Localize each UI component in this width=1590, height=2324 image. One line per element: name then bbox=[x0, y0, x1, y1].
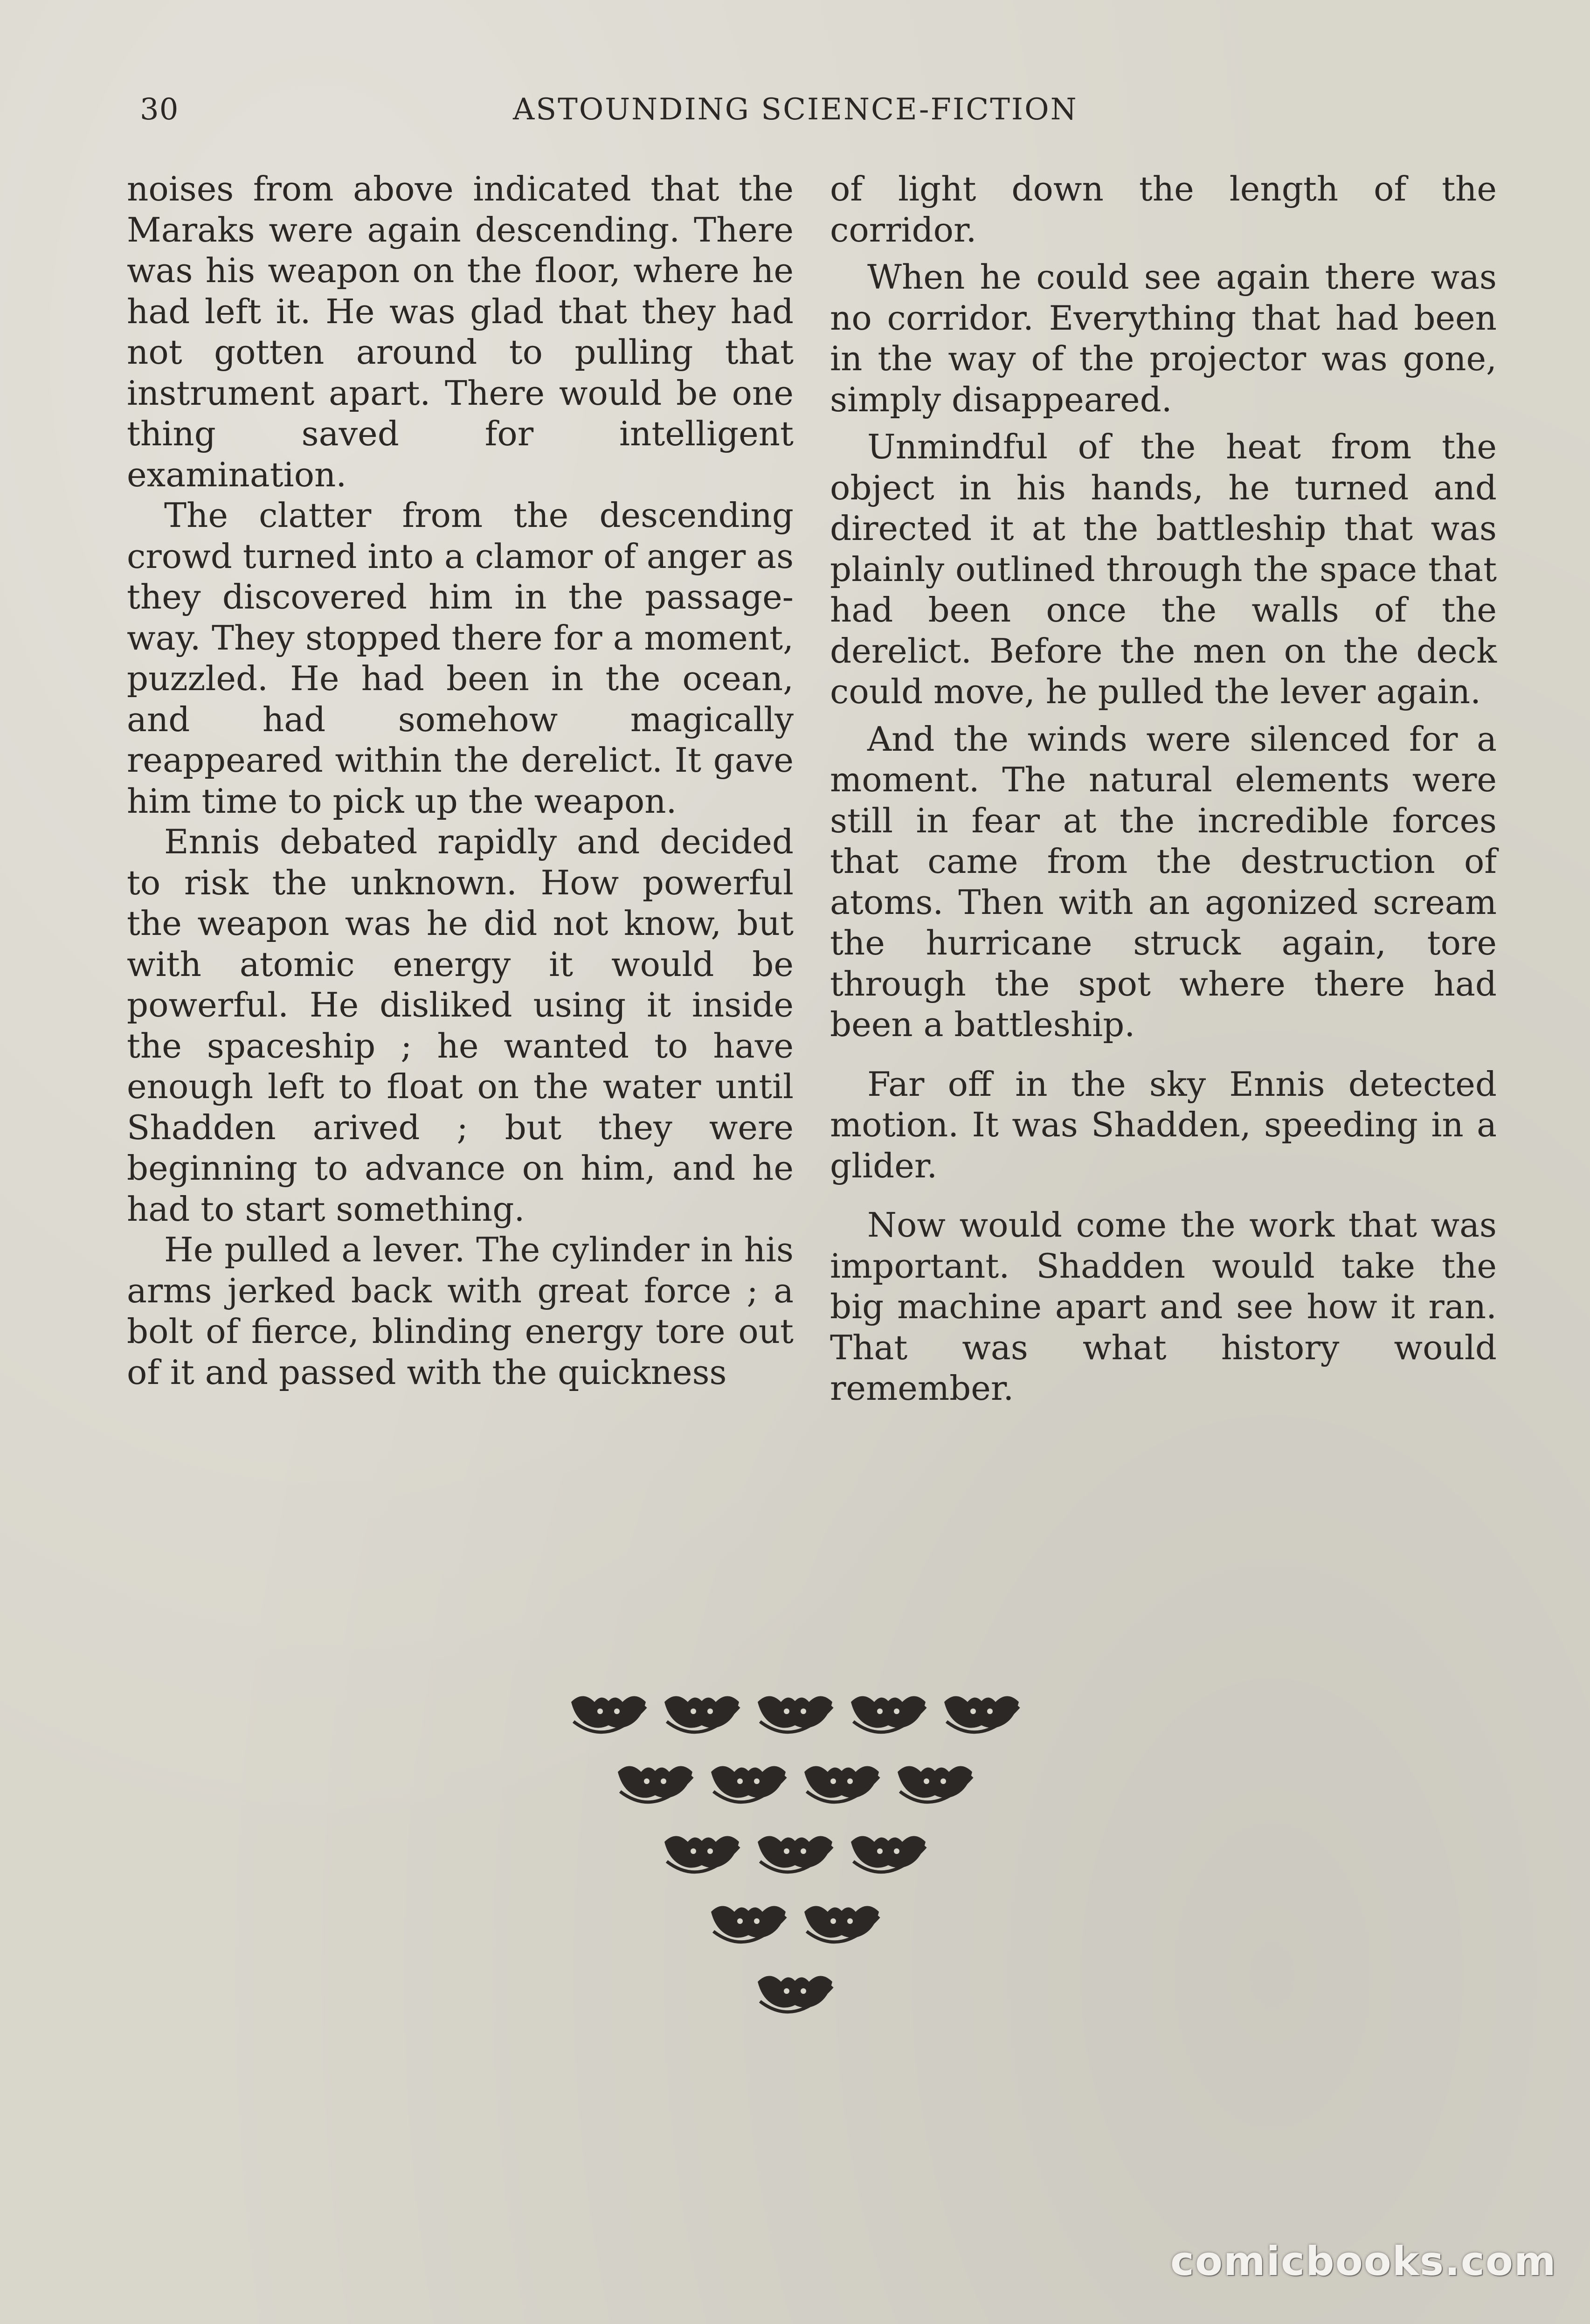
bat-ornament bbox=[564, 1688, 1026, 2038]
watermark: comicbooks.com bbox=[1170, 2238, 1557, 2285]
bat-ornament-icon bbox=[753, 1828, 837, 1884]
ornament-row bbox=[564, 1898, 1026, 1954]
left-paragraph-1: noises from above indicated that the Maraks were again descending. There was his weapon on the floor, where he had left it. He was glad that they had not gotten around to pulling that instrument apart. There would be one thing saved for intelligent examination. bbox=[127, 169, 794, 494]
bat-ornament-icon bbox=[846, 1688, 930, 1744]
right-paragraph-3: Unmindful of the heat from the object in his hands, he turned and directed it at the battleship that was plainly outlined through the space that had been once the walls of the derelict. Before the men on the deck could move, he pulled the lever again. bbox=[830, 427, 1497, 711]
bat-ornament-icon bbox=[613, 1758, 697, 1814]
bat-ornament-icon bbox=[660, 1828, 744, 1884]
ornament-row bbox=[564, 1758, 1026, 1814]
right-paragraph-5: Far off in the sky Ennis detected motion. It was Shadden, speeding in a glider. bbox=[830, 1064, 1497, 1185]
bat-ornament-icon bbox=[706, 1758, 790, 1814]
right-paragraph-6: Now would come the work that was important. Shadden would take the big machine apart and see how it ran. That was what history would remember. bbox=[830, 1205, 1497, 1408]
right-paragraph-1: of light down the length of the corridor. bbox=[830, 169, 1497, 249]
bat-ornament-icon bbox=[800, 1758, 884, 1814]
right-column bbox=[830, 169, 1497, 1409]
page-number: 30 bbox=[140, 92, 179, 127]
right-paragraph-2: When he could see again there was no corridor. Everything that had been in the way of the projector was gone, simply disappeared. bbox=[830, 257, 1497, 419]
left-paragraph-2: The clatter from the descending crowd turned into a clamor of anger as they discovered him in the passage-way. They stopped there for a moment, puzzled. He had been in the ocean, and had somehow magically reappeared within the derelict. It gave him time to pick up the weapon. bbox=[127, 496, 794, 821]
bat-ornament-icon bbox=[893, 1758, 977, 1814]
bat-ornament-icon bbox=[660, 1688, 744, 1744]
left-paragraph-4: He pulled a lever. The cylinder in his arms jerked back with great force ; a bolt of fierce, blinding energy tore out of it and passed with the quickness bbox=[127, 1230, 794, 1392]
running-head: ASTOUNDING SCIENCE-FICTION bbox=[513, 92, 1078, 127]
ornament-row bbox=[564, 1688, 1026, 1744]
bat-ornament-icon bbox=[706, 1898, 790, 1954]
right-paragraph-4: And the winds were silenced for a moment. The natural elements were still in fear at the incredible forces that came from the destruction of atoms. Then with an agonized scream the hurricane struck again, tore through the spot where there had been a battleship. bbox=[830, 719, 1497, 1044]
left-column bbox=[127, 169, 794, 1393]
ornament-row bbox=[564, 1828, 1026, 1884]
left-paragraph-3: Ennis debated rapidly and decided to risk the unknown. How powerful the weapon was he did not know, but with atomic energy it would be powerful. He disliked using it inside the spaceship ; he wanted to have enough left to float on the water until Shadden arived ; but they were beginning to advance on him, and he had to start something. bbox=[127, 822, 794, 1229]
bat-ornament-icon bbox=[800, 1898, 884, 1954]
bat-ornament-icon bbox=[846, 1828, 930, 1884]
bat-ornament-icon bbox=[940, 1688, 1023, 1744]
bat-ornament-icon bbox=[567, 1688, 650, 1744]
bat-ornament-icon bbox=[753, 1688, 837, 1744]
ornament-row bbox=[564, 1968, 1026, 2024]
bat-ornament-icon bbox=[753, 1968, 837, 2024]
